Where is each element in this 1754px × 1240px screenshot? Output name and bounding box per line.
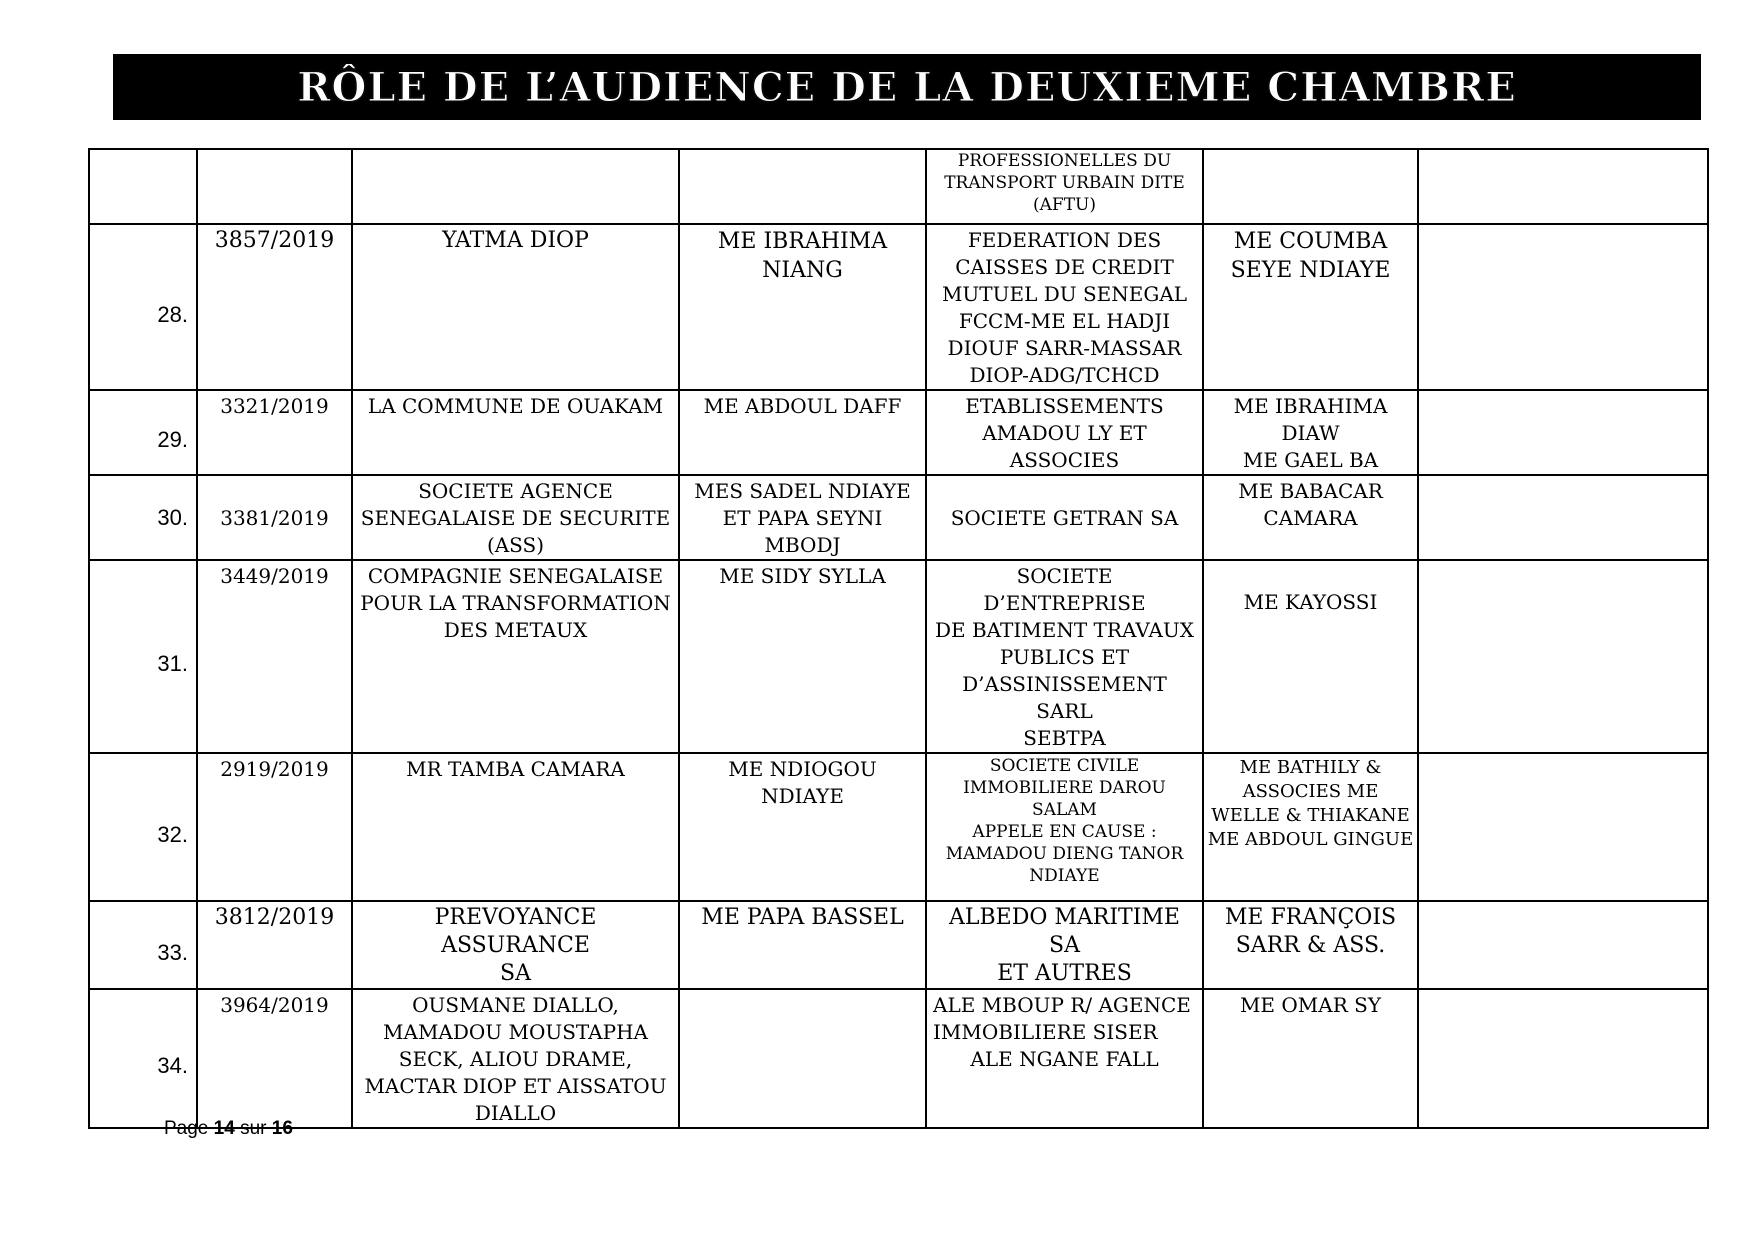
- case-reference: 3449/2019: [197, 560, 352, 753]
- table-row: [89, 390, 1708, 475]
- plaintiff-counsel-line: ME PAPA BASSEL: [701, 905, 904, 930]
- defendant-counsel-line: DIAW: [1281, 421, 1340, 445]
- row-number: 32.: [89, 753, 197, 901]
- plaintiff-line: DES METAUX: [443, 618, 588, 642]
- defendant-counsel-line: ME BATHILY &: [1239, 757, 1382, 778]
- defendant-counsel-line: ME GAEL BA: [1242, 448, 1379, 472]
- defendant-line: SOCIETE CIVILE: [989, 756, 1140, 776]
- row-number: 29.: [89, 390, 197, 475]
- plaintiff-cell: [352, 753, 679, 901]
- plaintiff-line: PREVOYANCE ASSURANCE: [434, 905, 597, 958]
- plaintiff-counsel-line: ME IBRAHIMA: [717, 229, 888, 254]
- page-footer: [164, 1118, 293, 1140]
- defendant-cell: [926, 901, 1203, 989]
- table-row: [89, 560, 1708, 753]
- plaintiff-line: (ASS): [486, 533, 545, 557]
- defendant-counsel-cell: [1203, 560, 1418, 753]
- defendant-counsel-cell: [1203, 753, 1418, 901]
- defendant-line: PROFESSIONELLES DU: [957, 151, 1172, 171]
- defendant-line: FEDERATION DES: [967, 228, 1162, 252]
- defendant-cell: [926, 989, 1203, 1128]
- defendant-counsel-line: WELLE & THIAKANE: [1211, 805, 1410, 826]
- defendant-cell: [926, 390, 1203, 475]
- plaintiff-line: LA COMMUNE DE OUAKAM: [367, 394, 664, 418]
- case-reference: 3812/2019: [197, 901, 352, 989]
- plaintiff-line: SOCIETE AGENCE: [418, 479, 613, 503]
- observation-cell: [1418, 390, 1708, 475]
- footer-total-pages: 16: [271, 1118, 293, 1139]
- plaintiff-line: MACTAR DIOP ET AISSATOU: [364, 1074, 667, 1098]
- hearing-roll-table: [88, 148, 1709, 1129]
- defendant-counsel-line: ME ABDOUL GINGUE: [1207, 829, 1414, 850]
- observation-cell: [1418, 989, 1708, 1128]
- defendant-line: DIOUF SARR-MASSAR: [947, 336, 1182, 360]
- defendant-line: DIOP-ADG/TCHCD: [969, 363, 1160, 387]
- defendant-line: TRANSPORT URBAIN DITE: [944, 173, 1185, 193]
- plaintiff-counsel-cell: [679, 560, 926, 753]
- defendant-counsel-cell: [1203, 149, 1418, 224]
- defendant-counsel-cell: [1203, 989, 1418, 1128]
- table-row: [89, 989, 1708, 1128]
- plaintiff-line: OUSMANE DIALLO,: [412, 993, 619, 1017]
- defendant-line: APPELE EN CAUSE :: [972, 822, 1157, 842]
- observation-cell: [1418, 753, 1708, 901]
- defendant-line: AMADOU LY ET: [982, 421, 1147, 445]
- defendant-counsel-cell: [1203, 390, 1418, 475]
- defendant-line: D’ASSINISSEMENT SARL: [962, 672, 1167, 723]
- plaintiff-cell: [352, 390, 679, 475]
- plaintiff-counsel-line: NIANG: [762, 258, 843, 283]
- defendant-counsel-line: ME IBRAHIMA: [1233, 394, 1388, 418]
- row-number: 34.: [89, 989, 197, 1128]
- plaintiff-line: DIALLO: [474, 1101, 557, 1125]
- row-number: 33.: [89, 901, 197, 989]
- header-banner: [113, 54, 1701, 120]
- defendant-counsel-line: ME OMAR SY: [1239, 993, 1382, 1017]
- row-number: [89, 149, 197, 224]
- defendant-cell: [926, 149, 1203, 224]
- defendant-counsel-line: SEYE NDIAYE: [1230, 258, 1391, 283]
- table-row: [89, 224, 1708, 390]
- plaintiff-line: MAMADOU MOUSTAPHA: [383, 1020, 648, 1044]
- defendant-line: ET AUTRES: [997, 961, 1132, 986]
- footer-prefix: Page: [164, 1118, 209, 1139]
- defendant-line: SOCIETE GETRAN SA: [950, 506, 1179, 530]
- plaintiff-counsel-cell: [679, 390, 926, 475]
- plaintiff-cell: [352, 560, 679, 753]
- plaintiff-counsel-line: MBODJ: [764, 533, 841, 557]
- defendant-line: PUBLICS ET: [999, 645, 1130, 669]
- defendant-counsel-line: ME COUMBA: [1233, 229, 1388, 254]
- defendant-line: IMMOBILIERE SISER: [933, 1020, 1158, 1044]
- case-reference: 3321/2019: [197, 390, 352, 475]
- defendant-line: CAISSES DE CREDIT: [955, 255, 1174, 279]
- defendant-line: (AFTU): [1032, 195, 1096, 215]
- defendant-line: MAMADOU DIENG TANOR: [945, 844, 1184, 864]
- plaintiff-line: SA: [500, 961, 531, 986]
- defendant-counsel-line: ME BABACAR: [1238, 479, 1383, 503]
- row-number: 28.: [89, 224, 197, 390]
- plaintiff-cell: [352, 149, 679, 224]
- plaintiff-line: COMPAGNIE SENEGALAISE: [367, 564, 664, 588]
- plaintiff-counsel-cell: [679, 149, 926, 224]
- table-row: [89, 901, 1708, 989]
- plaintiff-counsel-line: ME SIDY SYLLA: [719, 564, 886, 588]
- plaintiff-cell: [352, 989, 679, 1128]
- table-row: [89, 149, 1708, 224]
- observation-cell: [1418, 475, 1708, 560]
- observation-cell: [1418, 560, 1708, 753]
- table-row: [89, 753, 1708, 901]
- defendant-cell: [926, 224, 1203, 390]
- defendant-line: MUTUEL DU SENEGAL: [941, 282, 1188, 306]
- defendant-line: IMMOBILIERE DAROU: [963, 778, 1166, 798]
- plaintiff-counsel-cell: [679, 901, 926, 989]
- plaintiff-cell: [352, 475, 679, 560]
- defendant-line: ALE NGANE FALL: [970, 1047, 1159, 1071]
- page-title: RÔLE DE L’AUDIENCE DE LA DEUXIEME CHAMBRE: [297, 63, 1517, 111]
- defendant-cell: [926, 753, 1203, 901]
- defendant-line: ETABLISSEMENTS: [965, 394, 1164, 418]
- defendant-line: SOCIETE D’ENTREPRISE: [983, 564, 1146, 615]
- defendant-cell: [926, 475, 1203, 560]
- plaintiff-counsel-line: ET PAPA SEYNI: [722, 506, 883, 530]
- footer-current-page: 14: [213, 1118, 235, 1139]
- observation-cell: [1418, 149, 1708, 224]
- plaintiff-line: MR TAMBA CAMARA: [406, 757, 625, 781]
- plaintiff-line: YATMA DIOP: [442, 228, 589, 253]
- plaintiff-line: SECK, ALIOU DRAME,: [398, 1047, 633, 1071]
- defendant-counsel-line: ME FRANÇOIS: [1224, 905, 1397, 930]
- defendant-line: SALAM: [1032, 800, 1097, 820]
- defendant-cell: [926, 560, 1203, 753]
- defendant-line: ALBEDO MARITIME SA: [948, 905, 1180, 958]
- defendant-counsel-line: SARR & ASS.: [1235, 933, 1386, 958]
- plaintiff-counsel-line: ME ABDOUL DAFF: [703, 394, 902, 418]
- plaintiff-counsel-cell: [679, 224, 926, 390]
- case-reference: 2919/2019: [197, 753, 352, 901]
- plaintiff-cell: [352, 901, 679, 989]
- table-row: [89, 475, 1708, 560]
- defendant-counsel-cell: [1203, 901, 1418, 989]
- plaintiff-counsel-line: MES SADEL NDIAYE: [694, 479, 911, 503]
- observation-cell: [1418, 901, 1708, 989]
- observation-cell: [1418, 224, 1708, 390]
- case-reference: 3964/2019: [197, 989, 352, 1128]
- defendant-counsel-cell: [1203, 475, 1418, 560]
- defendant-counsel-line: ME KAYOSSI: [1243, 590, 1378, 614]
- case-reference: 3857/2019: [197, 224, 352, 390]
- plaintiff-counsel-line: ME NDIOGOU NDIAYE: [728, 757, 877, 808]
- case-reference: [197, 149, 352, 224]
- plaintiff-line: POUR LA TRANSFORMATION: [360, 591, 671, 615]
- plaintiff-cell: [352, 224, 679, 390]
- plaintiff-counsel-cell: [679, 475, 926, 560]
- plaintiff-line: SENEGALAISE DE SECURITE: [360, 506, 671, 530]
- defendant-line: DE BATIMENT TRAVAUX: [934, 618, 1195, 642]
- case-reference: 3381/2019: [197, 475, 352, 560]
- defendant-line: FCCM-ME EL HADJI: [958, 309, 1171, 333]
- plaintiff-counsel-cell: [679, 753, 926, 901]
- row-number: 31.: [89, 560, 197, 753]
- defendant-line: SEBTPA: [1023, 726, 1106, 750]
- defendant-counsel-cell: [1203, 224, 1418, 390]
- footer-separator: sur: [240, 1118, 267, 1139]
- plaintiff-counsel-cell: [679, 989, 926, 1128]
- defendant-line: ASSOCIES: [1009, 448, 1120, 472]
- row-number: 30.: [89, 475, 197, 560]
- defendant-counsel-line: ASSOCIES ME: [1242, 781, 1379, 802]
- defendant-line: ALE MBOUP R/ AGENCE: [933, 993, 1191, 1017]
- defendant-counsel-line: CAMARA: [1263, 506, 1358, 530]
- defendant-line: NDIAYE: [1029, 866, 1100, 886]
